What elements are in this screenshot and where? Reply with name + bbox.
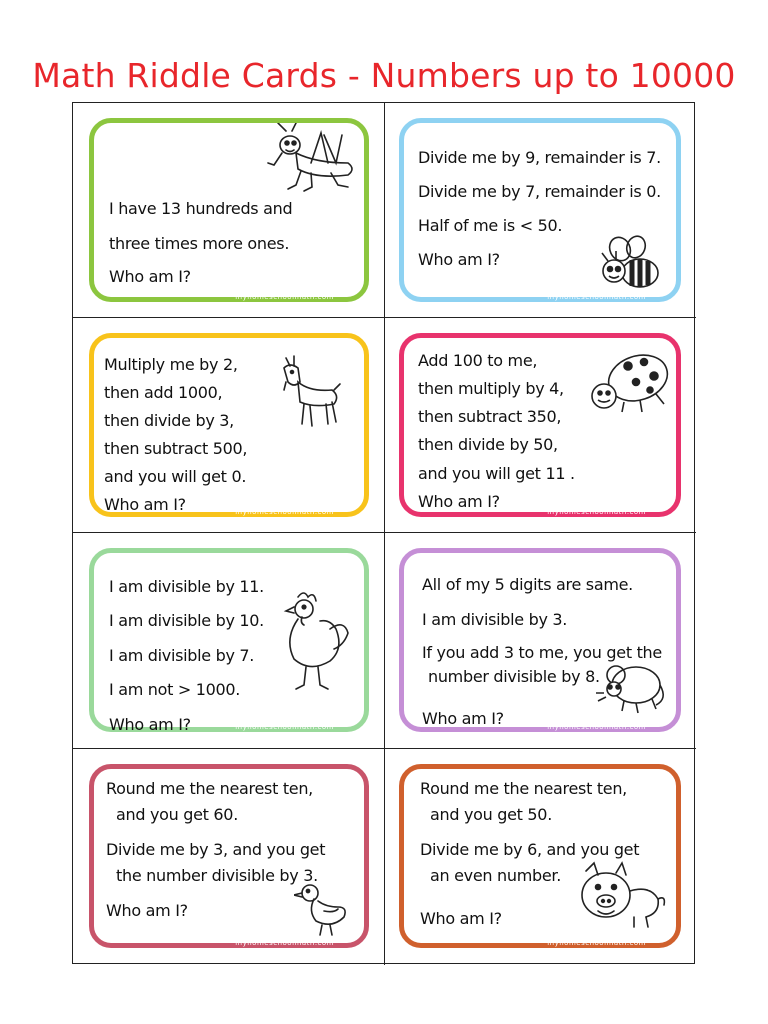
card-cell-7 <box>73 749 385 965</box>
riddle-card-4 <box>399 333 681 517</box>
card-cell-8 <box>385 749 696 965</box>
credit-text: myhomeschoolmath.com <box>235 939 334 947</box>
riddle-line: Multiply me by 2, <box>104 355 238 374</box>
mouse-icon <box>596 659 668 719</box>
grasshopper-icon <box>256 123 366 198</box>
credit-text: myhomeschoolmath.com <box>235 723 334 731</box>
riddle-line: and you will get 0. <box>104 467 247 486</box>
riddle-card-7 <box>89 764 369 948</box>
riddle-line: then divide by 3, <box>104 411 234 430</box>
credit-text: myhomeschoolmath.com <box>547 723 646 731</box>
riddle-card-grid <box>72 102 695 964</box>
credit-text: myhomeschoolmath.com <box>235 508 334 516</box>
riddle-line: Divide me by 7, remainder is 0. <box>418 182 661 201</box>
riddle-line: All of my 5 digits are same. <box>422 575 633 594</box>
riddle-line: Round me the nearest ten, <box>420 779 627 798</box>
riddle-line: then multiply by 4, <box>418 379 564 398</box>
riddle-line: the number divisible by 3. <box>116 866 318 885</box>
riddle-line: I have 13 hundreds and <box>109 199 293 218</box>
riddle-line: Add 100 to me, <box>418 351 538 370</box>
riddle-question: Who am I? <box>109 715 191 734</box>
riddle-question: Who am I? <box>418 492 500 511</box>
riddle-line: I am not > 1000. <box>109 680 241 699</box>
pig-icon <box>576 861 668 937</box>
riddle-line: then add 1000, <box>104 383 223 402</box>
riddle-question: Who am I? <box>104 495 186 514</box>
riddle-line: Divide me by 6, and you get <box>420 840 640 859</box>
riddle-card-8 <box>399 764 681 948</box>
riddle-question: Who am I? <box>422 709 504 728</box>
ladybug-icon <box>584 346 674 418</box>
riddle-line: Round me the nearest ten, <box>106 779 313 798</box>
riddle-line: If you add 3 to me, you get the <box>422 643 662 662</box>
riddle-line: an even number. <box>430 866 561 885</box>
credit-text: myhomeschoolmath.com <box>547 293 646 301</box>
riddle-question: Who am I? <box>418 250 500 269</box>
riddle-line: Divide me by 3, and you get <box>106 840 326 859</box>
riddle-question: Who am I? <box>420 909 502 928</box>
card-cell-3 <box>73 318 385 533</box>
card-cell-6 <box>385 533 696 749</box>
riddle-line: I am divisible by 10. <box>109 611 264 630</box>
riddle-line: then subtract 500, <box>104 439 248 458</box>
riddle-line: Divide me by 9, remainder is 7. <box>418 148 661 167</box>
credit-text: myhomeschoolmath.com <box>547 508 646 516</box>
riddle-line: I am divisible by 7. <box>109 646 255 665</box>
rooster-icon <box>274 589 354 694</box>
riddle-question: Who am I? <box>109 267 191 286</box>
riddle-line: and you get 60. <box>116 805 238 824</box>
card-cell-1 <box>73 103 385 318</box>
riddle-line: Half of me is < 50. <box>418 216 563 235</box>
riddle-line: I am divisible by 3. <box>422 610 568 629</box>
riddle-card-1 <box>89 118 369 302</box>
riddle-card-6 <box>399 548 681 732</box>
riddle-line: then divide by 50, <box>418 435 558 454</box>
riddle-line: number divisible by 8. <box>428 667 600 686</box>
riddle-line: then subtract 350, <box>418 407 562 426</box>
credit-text: myhomeschoolmath.com <box>547 939 646 947</box>
card-cell-4 <box>385 318 696 533</box>
duck-icon <box>294 881 352 939</box>
goat-icon <box>270 352 350 432</box>
riddle-line: three times more ones. <box>109 234 290 253</box>
riddle-line: and you get 50. <box>430 805 552 824</box>
page-title: Math Riddle Cards - Numbers up to 10000 <box>32 56 736 95</box>
riddle-line: and you will get 11 . <box>418 464 575 483</box>
riddle-card-2 <box>399 118 681 302</box>
card-cell-2 <box>385 103 696 318</box>
riddle-line: I am divisible by 11. <box>109 577 264 596</box>
credit-text: myhomeschoolmath.com <box>235 293 334 301</box>
riddle-question: Who am I? <box>106 901 188 920</box>
bee-icon <box>594 235 666 297</box>
riddle-card-5 <box>89 548 369 732</box>
card-cell-5 <box>73 533 385 749</box>
riddle-card-3 <box>89 333 369 517</box>
